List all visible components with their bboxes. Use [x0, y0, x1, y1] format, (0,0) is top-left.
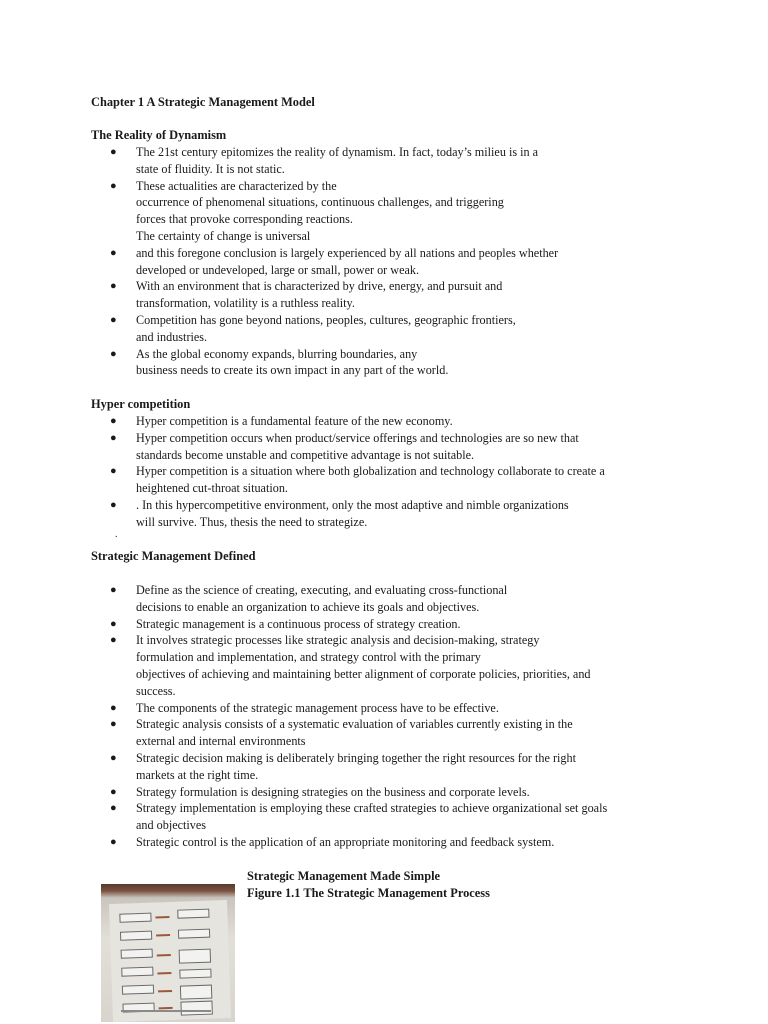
list-item-text: Strategic management is a continuous process of strategy creation. — [136, 616, 461, 631]
bullet-icon: ● — [110, 634, 117, 647]
bullet-icon: ● — [110, 246, 117, 259]
process-box — [180, 1001, 212, 1016]
bullet-icon: ● — [110, 701, 117, 714]
bullet-icon: ● — [110, 313, 117, 326]
bullet-icon: ● — [110, 751, 117, 764]
list-item-text: Strategic analysis consists of a systematic evaluation of variables currently existing in the external and internal environments — [136, 717, 573, 749]
bullet-icon: ● — [110, 280, 117, 293]
arrow-icon — [157, 954, 171, 956]
process-box — [178, 929, 210, 939]
process-box — [177, 909, 209, 919]
process-box — [179, 949, 211, 964]
bullet-icon: ● — [110, 718, 117, 731]
photo-page — [109, 900, 231, 1022]
list-item — [110, 346, 710, 380]
arrow-icon — [156, 934, 170, 936]
bullet-icon: ● — [110, 465, 117, 478]
bullet-icon: ● — [110, 179, 117, 192]
list-item — [110, 430, 710, 464]
list-item — [110, 582, 710, 616]
arrow-icon — [158, 990, 172, 992]
arrow-icon — [155, 916, 169, 918]
bullet-icon: ● — [110, 584, 117, 596]
list-item-text: and this foregone conclusion is largely experienced by all nations and peoples whether developed or undeveloped, large or small, power or weak. — [136, 245, 559, 277]
process-box — [119, 913, 151, 923]
process-box — [179, 969, 211, 979]
process-box — [120, 931, 152, 941]
list-item — [110, 278, 710, 312]
bullet-icon: ● — [110, 431, 117, 444]
bullet-icon: ● — [110, 498, 117, 511]
process-box — [122, 985, 154, 995]
list-item-text: With an environment that is characterized by drive, energy, and pursuit and transformation, volatility is a ruthless reality. — [136, 279, 503, 311]
arrow-icon — [157, 972, 171, 974]
list-item-text: The 21st century epitomizes the reality of dynamism. In fact, today’s milieu is in a state of fluidity. It is not static. — [136, 145, 539, 176]
section-heading-defined: Strategic Management Defined — [91, 549, 256, 563]
bullet-icon: ● — [110, 415, 117, 427]
bullet-list-defined — [110, 582, 710, 851]
list-item-text: Hyper competition is a situation where both globalization and technology collaborate to create a heightened cut-throat situation. — [136, 464, 605, 496]
bullet-icon: ● — [110, 835, 117, 848]
list-item-text: Hyper competition occurs when product/service offerings and technologies are so new that standards become unstable and competitive advantage is not suitable. — [136, 430, 579, 462]
bullet-icon: ● — [110, 802, 117, 815]
list-item-text: It involves strategic processes like strategic analysis and decision-making, strategy formulation and implementation, and strategy control with the primary objectives of achieving and maintaining better alignment of corporate policies, priorities, and success. — [136, 633, 591, 698]
list-item — [110, 632, 710, 699]
list-item — [110, 413, 710, 430]
process-box — [121, 949, 153, 959]
list-item-text: Strategic control is the application of an appropriate monitoring and feedback system. — [136, 834, 555, 849]
section-heading-dynamism: The Reality of Dynamism — [91, 128, 227, 142]
list-item — [110, 700, 710, 717]
process-box — [121, 967, 153, 977]
list-item — [110, 834, 710, 851]
list-item — [110, 784, 710, 801]
section-heading-hyper: Hyper competition — [91, 397, 191, 411]
stray-mark: . — [115, 529, 118, 540]
figure-caption: Figure 1.1 The Strategic Management Process — [247, 886, 490, 900]
list-item-text: Strategic decision making is deliberately bringing together the right resources for the right markets at the right time. — [136, 750, 576, 782]
list-item — [110, 497, 710, 531]
bullet-icon: ● — [110, 146, 117, 158]
list-item — [110, 312, 710, 346]
process-box — [180, 985, 212, 1000]
list-item-text: Hyper competition is a fundamental feature of the new economy. — [136, 414, 453, 428]
bullet-icon: ● — [110, 785, 117, 798]
list-item — [110, 144, 710, 178]
list-item-text: . In this hypercompetitive environment, only the most adaptive and nimble organizations will survive. Thus, thesis the need to strategize. — [136, 497, 569, 529]
bullet-list-dynamism — [110, 144, 710, 379]
list-item-text: Competition has gone beyond nations, peoples, cultures, geographic frontiers, and industries. — [136, 312, 516, 344]
list-item-text: Define as the science of creating, executing, and evaluating cross-functional decisions to enable an organization to achieve its goals and objectives. — [136, 583, 508, 614]
list-item-text: These actualities are characterized by the occurrence of phenomenal situations, continuous challenges, and triggering forces that provoke corresponding reactions. The certainty of change is universal — [136, 178, 504, 243]
list-item — [110, 750, 710, 784]
photo-caption-line — [121, 1010, 211, 1012]
list-item-text: Strategy formulation is designing strategies on the business and corporate levels. — [136, 784, 530, 799]
list-item-text: As the global economy expands, blurring boundaries, any business needs to create its own impact in any part of the world. — [136, 346, 449, 378]
figure-title: Strategic Management Made Simple — [247, 869, 441, 883]
figure-photo — [101, 884, 235, 1022]
list-item — [110, 178, 710, 245]
chapter-title: Chapter 1 A Strategic Management Model — [91, 95, 315, 109]
list-item-text: Strategy implementation is employing these crafted strategies to achieve organizational set goals and objectives — [136, 801, 608, 833]
list-item-text: The components of the strategic management process have to be effective. — [136, 700, 499, 715]
bullet-icon: ● — [110, 347, 117, 360]
list-item — [110, 245, 710, 279]
bullet-list-hyper — [110, 413, 710, 531]
list-item — [110, 463, 710, 497]
list-item — [110, 616, 710, 633]
list-item — [110, 800, 710, 834]
list-item — [110, 716, 710, 750]
bullet-icon: ● — [110, 617, 117, 630]
